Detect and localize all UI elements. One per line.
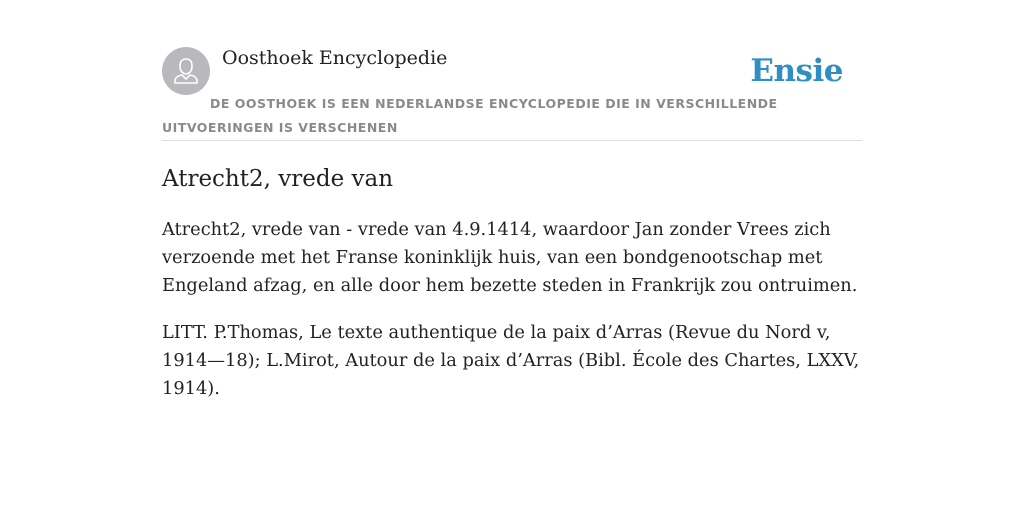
user-silhouette-icon: [162, 47, 210, 95]
source-tagline: DE OOSTHOEK IS EEN NEDERLANDSE ENCYCLOPEDIE DIE IN VERSCHILLENDE UITVOERINGEN IS VERSCHENEN: [162, 96, 778, 135]
article-references: LITT. P.Thomas, Le texte authentique de la paix d’Arras (Revue du Nord v, 1914—18); L.Mirot, Autour de la paix d’Arras (Bibl. École des Chartes, LXXV, 1914).: [162, 322, 860, 399]
source-name[interactable]: Oosthoek Encyclopedie: [222, 47, 448, 69]
article-title: Atrecht2, vrede van: [162, 166, 394, 192]
brand-logo[interactable]: Ensie: [750, 53, 843, 89]
article-paragraph: Atrecht2, vrede van - vrede van 4.9.1414, waardoor Jan zonder Vrees zich verzoende met het Franse koninklijk huis, van een bondgenootschap met Engeland afzag, en alle door hem bezette steden in Frankrijk zou ontruimen.: [162, 219, 858, 296]
avatar[interactable]: [162, 47, 210, 95]
header: [162, 46, 862, 141]
